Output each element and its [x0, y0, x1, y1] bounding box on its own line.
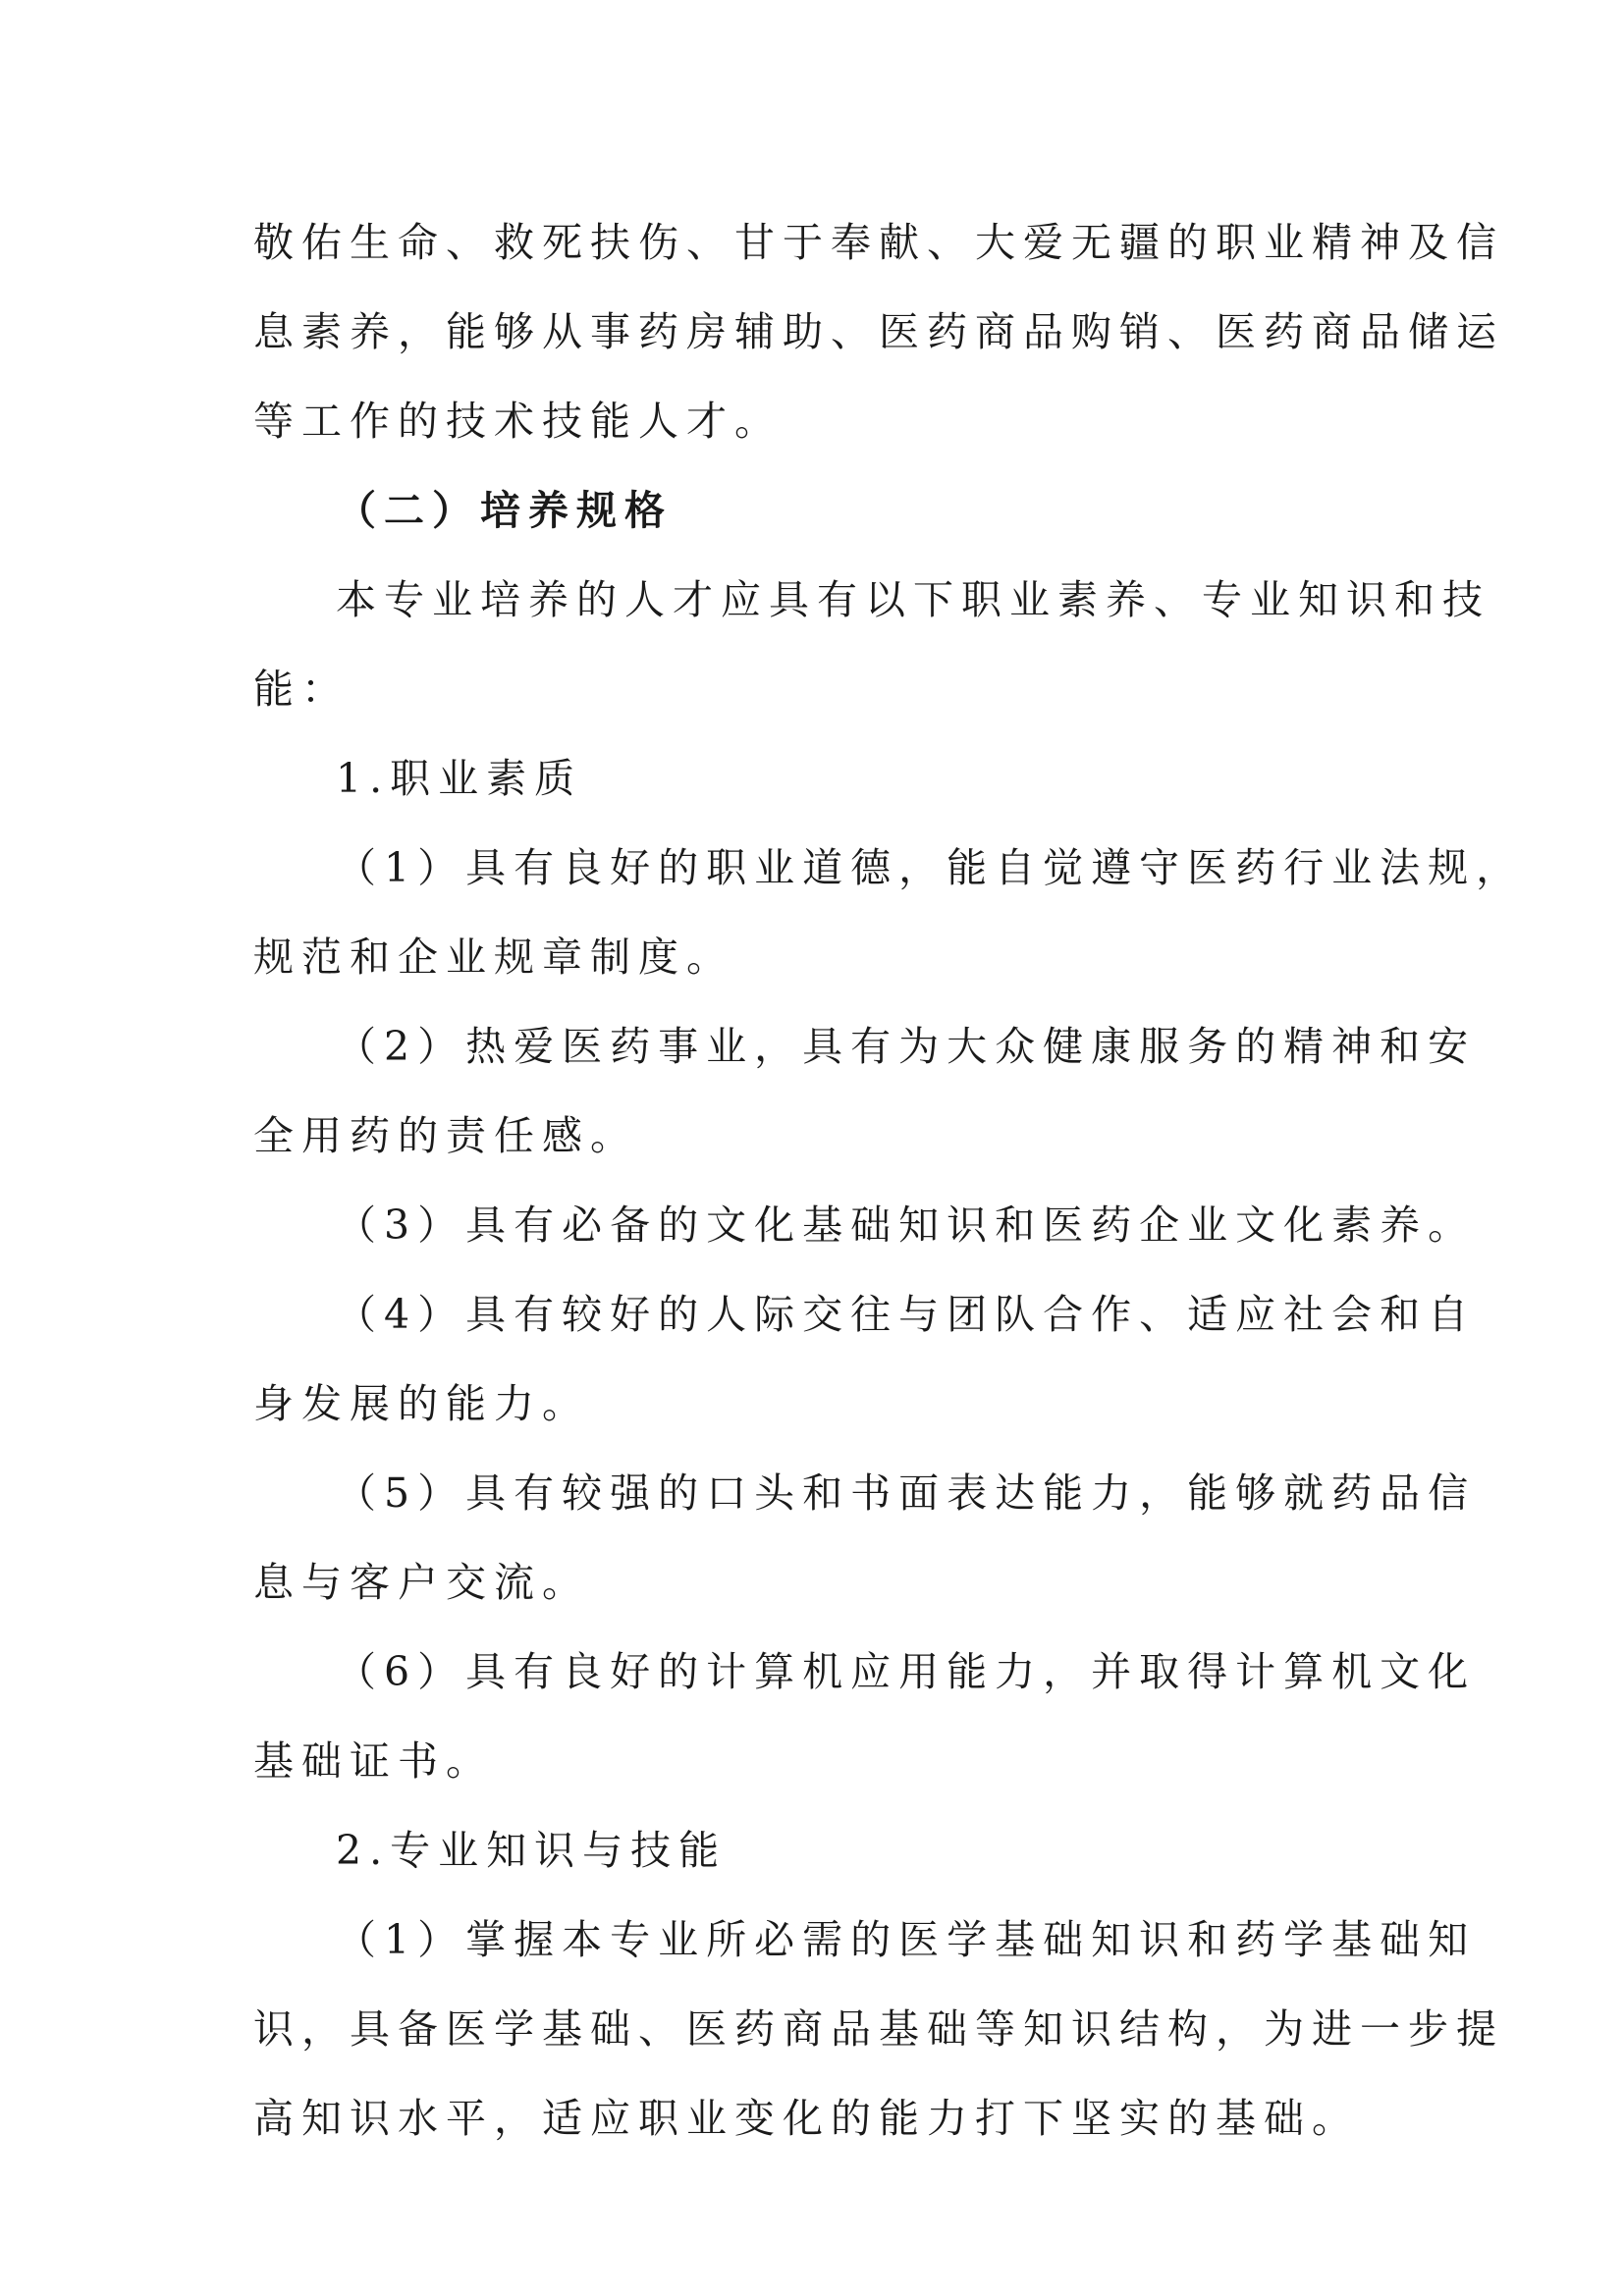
subsection-heading: 2.专业知识与技能: [336, 1827, 728, 1874]
list-item-line: （1）具有良好的职业道德，能自觉遵守医药行业法规，: [336, 844, 1525, 891]
subsection-heading: 1.职业素质: [336, 755, 583, 802]
list-item-line: （2）热爱医药事业，具有为大众健康服务的精神和安: [336, 1023, 1477, 1070]
paragraph-line: 敬佑生命、救死扶伤、甘于奉献、大爱无疆的职业精神及信: [253, 219, 1504, 266]
list-item-line: 基础证书。: [253, 1737, 494, 1785]
list-item-line: 识，具备医学基础、医药商品基础等知识结构，为进一步提: [253, 2005, 1504, 2053]
list-item-line: 高知识水平，适应职业变化的能力打下坚实的基础。: [253, 2095, 1360, 2142]
list-item-line: （6）具有良好的计算机应用能力，并取得计算机文化: [336, 1648, 1477, 1695]
list-item-line: （4）具有较好的人际交往与团队合作、适应社会和自: [336, 1291, 1477, 1338]
list-item-line: 身发展的能力。: [253, 1380, 590, 1427]
list-item-line: （1）掌握本专业所必需的医学基础知识和药学基础知: [336, 1916, 1477, 1963]
list-item-line: （5）具有较强的口头和书面表达能力，能够就药品信: [336, 1469, 1477, 1517]
list-item-line: （3）具有必备的文化基础知识和医药企业文化素养。: [336, 1201, 1477, 1249]
paragraph-line: 本专业培养的人才应具有以下职业素养、专业知识和技: [336, 576, 1490, 623]
section-heading: （二）培养规格: [336, 487, 673, 534]
list-item-line: 息与客户交流。: [253, 1559, 590, 1606]
paragraph-line: 等工作的技术技能人才。: [253, 398, 783, 445]
paragraph-line: 能：: [253, 666, 350, 713]
list-item-line: 规范和企业规章制度。: [253, 934, 734, 981]
paragraph-line: 息素养，能够从事药房辅助、医药商品购销、医药商品储运: [253, 308, 1504, 355]
list-item-line: 全用药的责任感。: [253, 1112, 638, 1159]
